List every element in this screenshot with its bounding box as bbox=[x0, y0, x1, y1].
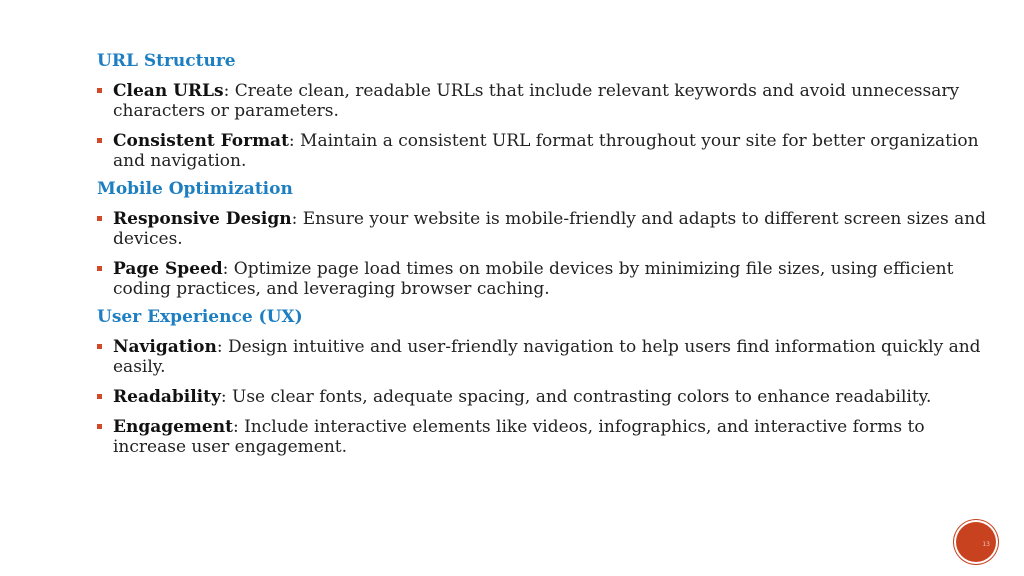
bullet-text: : Ensure your website is mobile-friendly and adapts to different screen sizes and devices. bbox=[113, 209, 987, 249]
bullet-term: Clean URLs bbox=[113, 81, 224, 101]
bullet-item-readability bbox=[97, 387, 997, 407]
square-bullet-icon bbox=[97, 138, 102, 143]
section-heading-mobile-optimization: Mobile Optimization bbox=[97, 179, 293, 199]
page-number: 13 bbox=[982, 541, 990, 548]
bullet-item-navigation bbox=[97, 337, 997, 377]
bullet-text: : Maintain a consistent URL format throughout your site for better organization and navigation. bbox=[113, 131, 979, 171]
bullet-term: Readability bbox=[113, 387, 221, 407]
bullet-term: Page Speed bbox=[113, 259, 223, 279]
square-bullet-icon bbox=[97, 394, 102, 399]
page-number-badge bbox=[956, 522, 996, 562]
bullet-text: : Optimize page load times on mobile devices by minimizing file sizes, using efficient coding practices, and leveraging browser caching. bbox=[113, 259, 954, 299]
bullet-item-page-speed bbox=[97, 259, 997, 299]
square-bullet-icon bbox=[97, 344, 102, 349]
slide-content bbox=[97, 50, 997, 457]
section-heading-user-experience: User Experience (UX) bbox=[97, 307, 303, 327]
bullet-text: : Create clean, readable URLs that include relevant keywords and avoid unnecessary characters or parameters. bbox=[113, 81, 960, 121]
bullet-term: Consistent Format bbox=[113, 131, 289, 151]
bullet-text: : Use clear fonts, adequate spacing, and contrasting colors to enhance readability. bbox=[220, 387, 932, 407]
square-bullet-icon bbox=[97, 216, 102, 221]
section-heading-url-structure: URL Structure bbox=[97, 51, 236, 71]
square-bullet-icon bbox=[97, 266, 102, 271]
bullet-item-consistent-format bbox=[97, 131, 997, 171]
bullet-item-clean-urls bbox=[97, 81, 997, 121]
bullet-list-mobile-optimization bbox=[97, 209, 997, 299]
bullet-item-responsive-design bbox=[97, 209, 997, 249]
bullet-term: Engagement bbox=[113, 417, 233, 437]
bullet-item-engagement bbox=[97, 417, 997, 457]
bullet-text: : Include interactive elements like videos, infographics, and interactive forms to increase user engagement. bbox=[113, 417, 925, 457]
square-bullet-icon bbox=[97, 424, 102, 429]
square-bullet-icon bbox=[97, 88, 102, 93]
bullet-text: : Design intuitive and user-friendly navigation to help users find information quickly and easily. bbox=[113, 337, 981, 377]
bullet-list-url-structure bbox=[97, 81, 997, 171]
bullet-list-user-experience bbox=[97, 337, 997, 457]
bullet-term: Responsive Design bbox=[113, 209, 292, 229]
bullet-term: Navigation bbox=[113, 337, 217, 357]
